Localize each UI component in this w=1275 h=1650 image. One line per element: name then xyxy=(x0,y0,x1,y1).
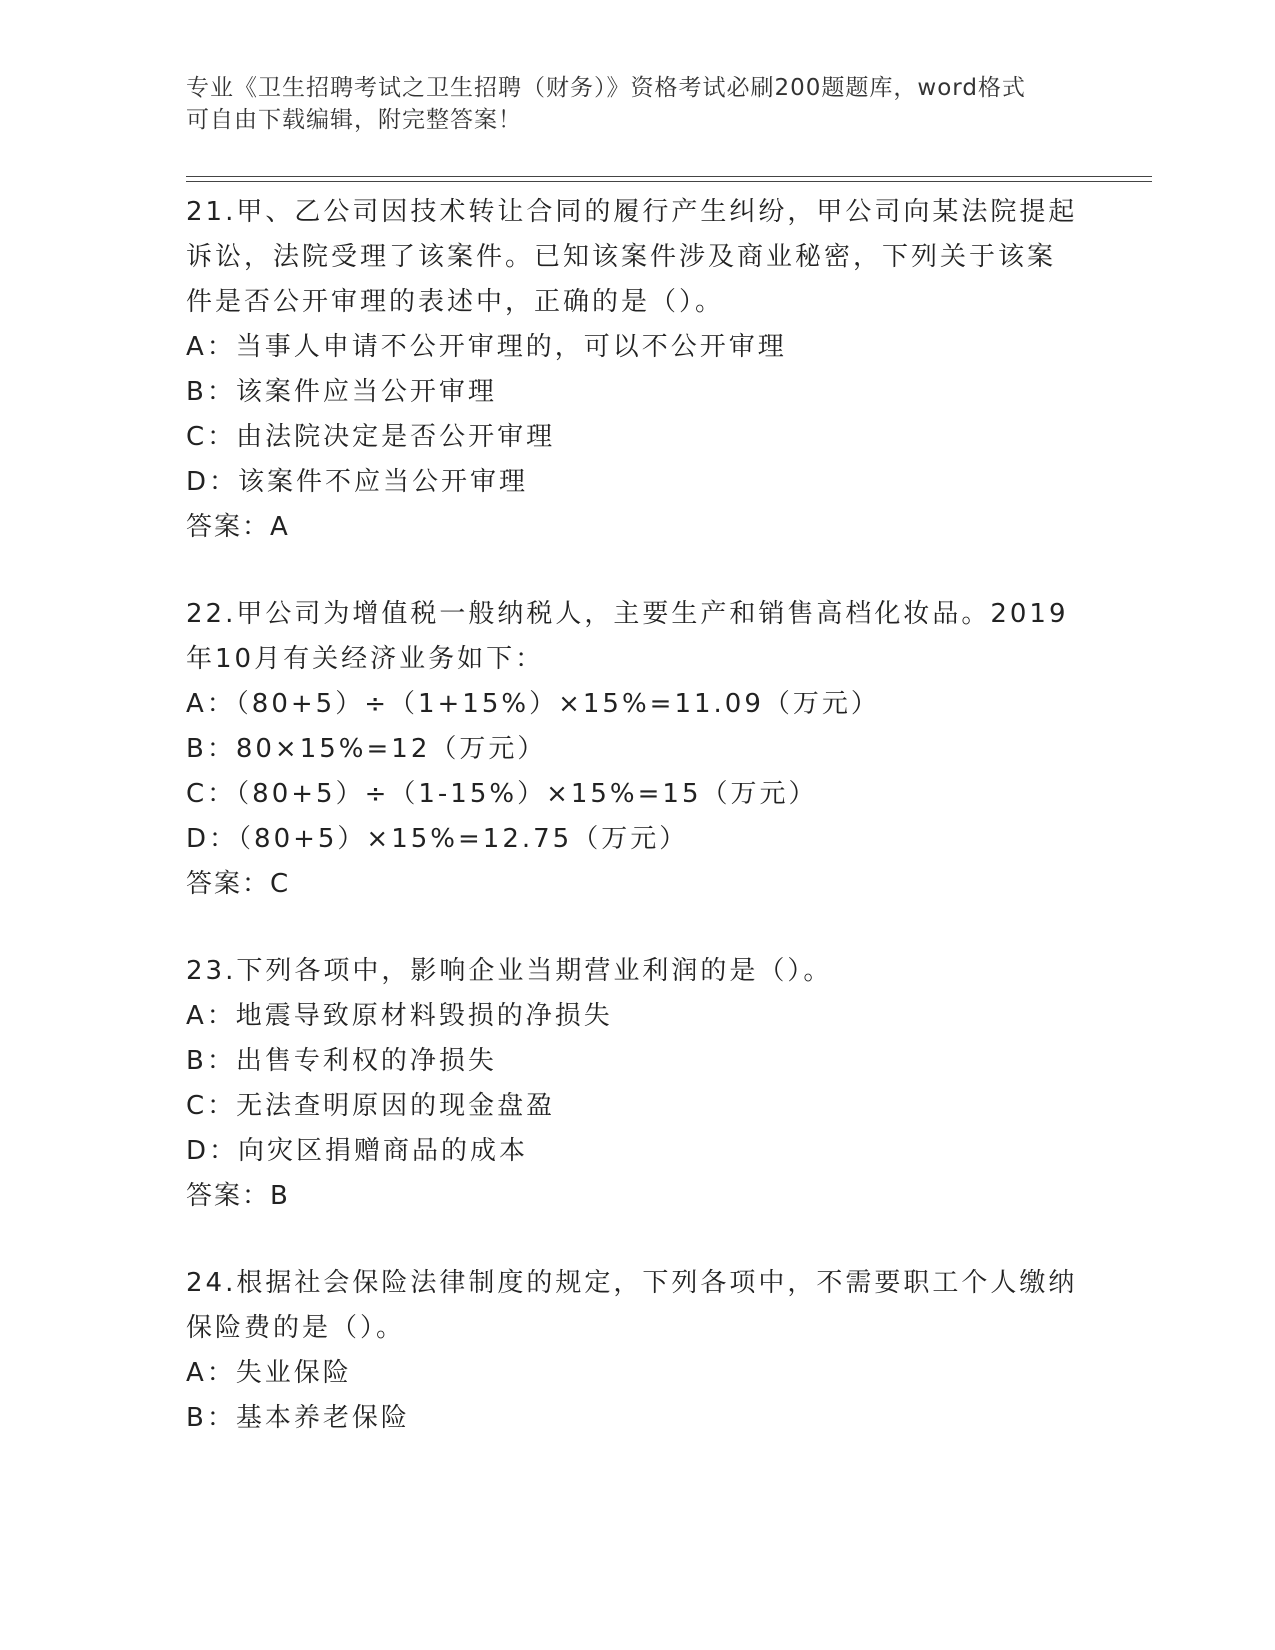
answer-label: 答案： xyxy=(186,1181,271,1211)
option-c: C：（80+5）÷（1-15%）×15%=15（万元） xyxy=(186,779,818,809)
option-list xyxy=(186,682,1086,862)
answer-value: A xyxy=(270,512,290,542)
question-21 xyxy=(186,190,1086,550)
answer-value: C xyxy=(270,869,291,899)
question-stem-line: 件是否公开审理的表述中，正确的是（）。 xyxy=(186,287,725,317)
question-stem xyxy=(186,592,1086,682)
option-a: A：失业保险 xyxy=(186,1358,352,1388)
header-divider-top xyxy=(186,176,1152,177)
answer-label: 答案： xyxy=(186,512,271,542)
question-stem-line: 22.甲公司为增值税一般纳税人，主要生产和销售高档化妆品。2019 xyxy=(186,599,1069,629)
answer-line xyxy=(186,505,1086,550)
question-stem-line: 24.根据社会保险法律制度的规定，下列各项中，不需要职工个人缴纳 xyxy=(186,1268,1078,1298)
answer-label: 答案： xyxy=(186,869,271,899)
option-c: C：无法查明原因的现金盘盈 xyxy=(186,1091,556,1121)
question-stem-line: 保险费的是（）。 xyxy=(186,1313,406,1343)
option-d: D：向灾区捐赠商品的成本 xyxy=(186,1136,529,1166)
option-a: A：（80+5）÷（1+15%）×15%=11.09（万元） xyxy=(186,689,880,719)
option-list xyxy=(186,1351,1086,1441)
option-c: C：由法院决定是否公开审理 xyxy=(186,422,556,452)
question-stem-line: 诉讼，法院受理了该案件。已知该案件涉及商业秘密，下列关于该案 xyxy=(186,242,1057,272)
question-stem xyxy=(186,190,1086,325)
option-list xyxy=(186,994,1086,1174)
question-stem-line: 23.下列各项中，影响企业当期营业利润的是（）。 xyxy=(186,956,833,986)
header-line-1: 专业《卫生招聘考试之卫生招聘（财务）》资格考试必刷200题题库，word格式 xyxy=(186,75,1026,101)
question-stem xyxy=(186,1261,1086,1351)
question-24 xyxy=(186,1261,1086,1441)
question-stem-line: 年10月有关经济业务如下： xyxy=(186,644,545,674)
question-stem-line: 21.甲、乙公司因技术转让合同的履行产生纠纷，甲公司向某法院提起 xyxy=(186,197,1078,227)
option-d: D：该案件不应当公开审理 xyxy=(186,467,529,497)
answer-line xyxy=(186,1174,1086,1219)
document-header xyxy=(186,72,1066,136)
question-23 xyxy=(186,949,1086,1219)
option-a: A：地震导致原材料毁损的净损失 xyxy=(186,1001,613,1031)
answer-line xyxy=(186,862,1086,907)
option-b: B：出售专利权的净损失 xyxy=(186,1046,497,1076)
question-list xyxy=(186,190,1086,1483)
option-b: B：该案件应当公开审理 xyxy=(186,377,497,407)
header-line-2: 可自由下载编辑，附完整答案！ xyxy=(186,107,522,133)
option-list xyxy=(186,325,1086,505)
answer-value: B xyxy=(270,1181,290,1211)
question-22 xyxy=(186,592,1086,907)
question-stem xyxy=(186,949,1086,994)
option-d: D：（80+5）×15%=12.75（万元） xyxy=(186,824,689,854)
header-divider-bottom xyxy=(186,181,1152,182)
option-a: A：当事人申请不公开审理的，可以不公开审理 xyxy=(186,332,787,362)
option-b: B：80×15%=12（万元） xyxy=(186,734,547,764)
option-b: B：基本养老保险 xyxy=(186,1403,410,1433)
